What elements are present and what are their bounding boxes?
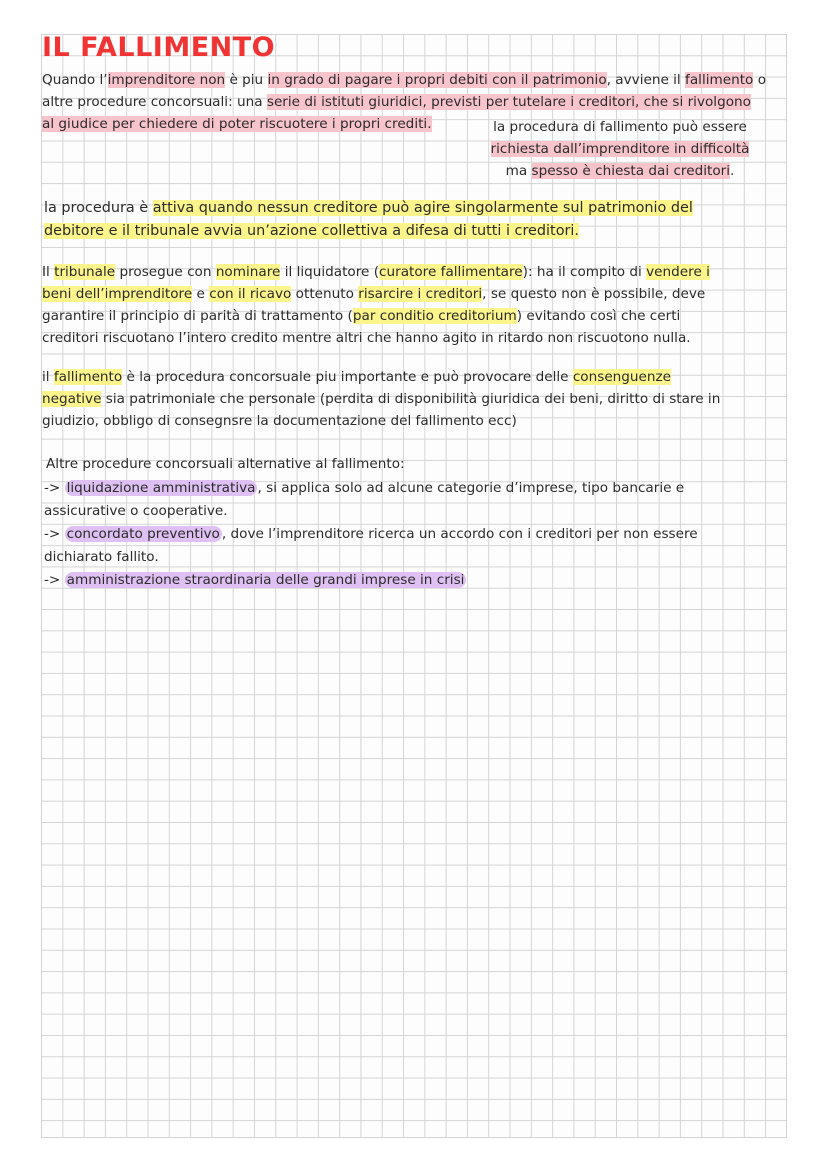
list-item-continuation: assicurative o cooperative.	[44, 503, 228, 519]
tribunal-line-3: garantire il principio di parità di trattamento (par conditio creditorium) evitando così che certi	[42, 308, 681, 324]
list-item-continuation: dichiarato fallito.	[44, 549, 159, 565]
consequences-paragraph	[42, 366, 786, 432]
intro-line-2: altre procedure concorsuali: una serie di istituti giuridici, previsti per tutelare i creditori, che si rivolgono	[42, 94, 751, 110]
side-note-line-2: richiesta dall’imprenditore in difficoltà	[490, 141, 750, 157]
tribunal-paragraph	[42, 261, 786, 349]
consequences-line-2: negative sia patrimoniale che personale (perdita di disponibilità giuridica dei beni, diritto di stare in	[42, 391, 721, 407]
arrow-icon: ->	[44, 572, 65, 588]
consequences-line-3: giudizio, obbligo di consegnsre la documentazione del fallimento ecc)	[42, 413, 517, 429]
arrow-icon: ->	[44, 480, 65, 496]
procedure-paragraph	[44, 197, 784, 243]
list-item: -> liquidazione amministrativa , si applica solo ad alcune categorie d’imprese, tipo bancarie e	[44, 480, 685, 496]
consequences-line-1: il fallimento è la procedura concorsuale piu importante e può provocare delle consenguenze	[42, 369, 672, 385]
side-note	[470, 116, 770, 182]
list-item: -> amministrazione straordinaria delle grandi imprese in crisi	[44, 572, 465, 588]
intro-line-3: al giudice per chiedere di poter riscuotere i propri crediti.	[42, 116, 432, 132]
page-title: IL FALLIMENTO	[42, 32, 276, 63]
tribunal-line-2: beni dell’imprenditore e con il ricavo ottenuto risarcire i creditori, se questo non è possibile, deve	[42, 286, 706, 302]
side-note-line-3: ma spesso è chiesta dai creditori.	[505, 163, 735, 179]
alternatives-list	[44, 477, 784, 592]
list-item: -> concordato preventivo , dove l’imprenditore ricerca un accordo con i creditori per non essere	[44, 526, 698, 542]
arrow-icon: ->	[44, 526, 65, 542]
alternatives-heading: Altre procedure concorsuali alternative al fallimento:	[46, 456, 405, 472]
procedure-line-1: la procedura è attiva quando nessun creditore può agire singolarmente sul patrimonio del	[44, 200, 693, 216]
tribunal-line-4: creditori riscuotano l’intero credito mentre altri che hanno agito in ritardo non riscuotono nulla.	[42, 330, 691, 346]
side-note-line-1: la procedura di fallimento può essere	[493, 119, 747, 135]
intro-line-1: Quando l’imprenditore non è piu in grado di pagare i propri debiti con il patrimonio, avviene il fallimento o	[42, 72, 767, 88]
procedure-line-2: debitore e il tribunale avvia un’azione collettiva a difesa di tutti i creditori.	[44, 223, 579, 239]
tribunal-line-1: Il tribunale prosegue con nominare il liquidatore (curatore fallimentare): ha il compito di vendere i	[42, 264, 710, 280]
